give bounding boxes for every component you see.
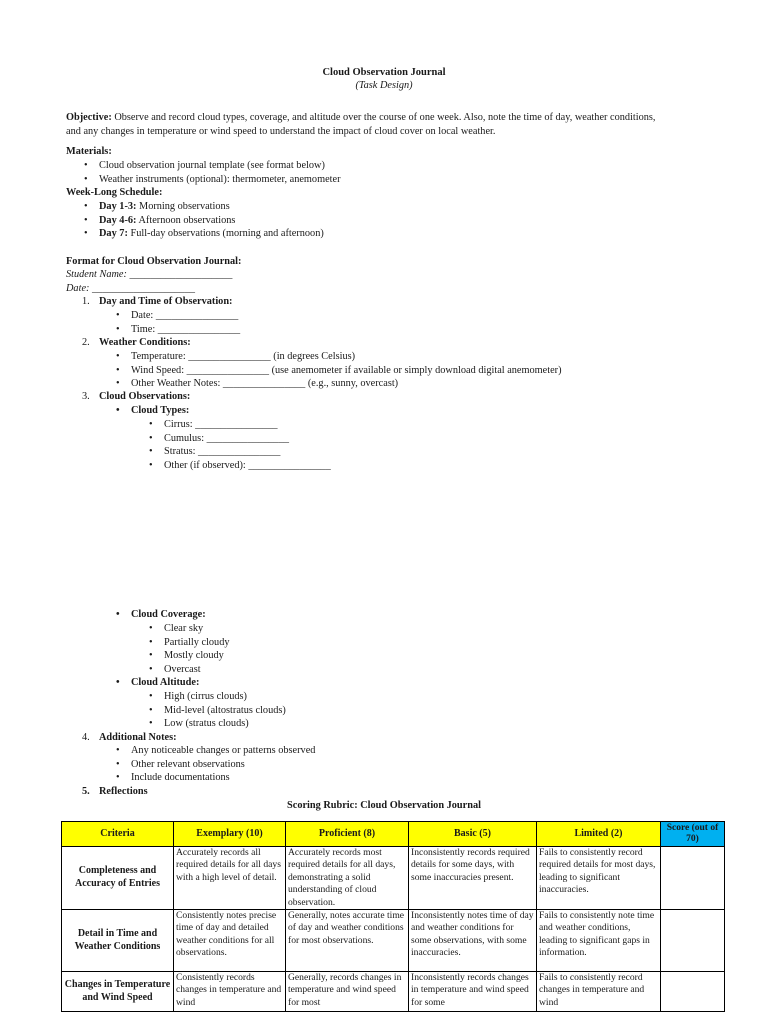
schedule-item-label: Day 1-3: xyxy=(99,201,137,212)
cloud-types-label-text: • Cloud Types: xyxy=(131,404,189,418)
rubric-cell: Inconsistently records changes in temperature and wind speed for some xyxy=(409,972,537,1012)
section-title: Weather Conditions: xyxy=(99,337,191,348)
cloud-altitude-item: • Low (stratus clouds) xyxy=(164,717,249,731)
section-2-item: • Other Weather Notes: ________________ (e.g., sunny, overcast) xyxy=(131,377,398,391)
schedule-item-text: Afternoon observations xyxy=(136,214,236,226)
rubric-title: Scoring Rubric: Cloud Observation Journal xyxy=(287,800,481,811)
rubric-cell: Inconsistently records required details for some days, with some inaccuracies present. xyxy=(409,847,537,910)
cloud-coverage-item: • Clear sky xyxy=(164,622,203,636)
rubric-row xyxy=(62,910,725,972)
objective-line-1: Observe and record cloud types, coverage, and altitude over the course of one week. Also, note the time of day, weather conditions, xyxy=(114,112,656,123)
document-title: Cloud Observation Journal xyxy=(322,67,446,78)
schedule-item xyxy=(99,214,235,228)
cloud-type-item: • Stratus: ________________ xyxy=(164,445,280,459)
cloud-altitude-item: • High (cirrus clouds) xyxy=(164,690,247,704)
rubric-score-cell[interactable] xyxy=(661,847,725,910)
rubric-header-cell: Proficient (8) xyxy=(286,822,409,847)
rubric-score-cell[interactable] xyxy=(661,910,725,972)
cloud-type-item: • Cumulus: ________________ xyxy=(164,432,289,446)
objective-line-2: and any changes in temperature or wind speed to understand the impact of cloud cover on local weather. xyxy=(66,125,496,137)
schedule-item-label: Day 4-6: xyxy=(99,214,137,226)
cloud-type-item: • Cirrus: ________________ xyxy=(164,418,278,432)
section-number: 2. xyxy=(82,337,90,348)
rubric-cell: Generally, notes accurate time of day and weather conditions for most observations. xyxy=(286,910,409,972)
section-number: 4. xyxy=(82,732,90,743)
schedule-item-text: Morning observations xyxy=(136,201,230,212)
section-number: 5. xyxy=(82,786,90,797)
materials-item: • Cloud observation journal template (see format below) xyxy=(99,159,325,173)
objective-paragraph xyxy=(66,111,726,138)
schedule-heading: Week-Long Schedule: xyxy=(66,187,163,198)
section-4-item: • Any noticeable changes or patterns observed xyxy=(131,744,315,758)
rubric-cell: Generally, records changes in temperature and wind speed for most xyxy=(286,972,409,1012)
rubric-header-cell: Limited (2) xyxy=(537,822,661,847)
document-subtitle: (Task Design) xyxy=(355,80,413,91)
schedule-item-label: Day 7: xyxy=(99,228,128,240)
section-1-item: • Date: ________________ xyxy=(131,309,238,323)
section-1-item: • Time: ________________ xyxy=(131,323,240,337)
cloud-coverage-item: • Overcast xyxy=(164,663,201,677)
rubric-row xyxy=(62,972,725,1012)
rubric-cell: Inconsistently notes time of day and weather conditions for some observations, with some inaccuracies. xyxy=(409,910,537,972)
rubric-cell: Accurately records all required details for all days with a high level of detail. xyxy=(174,847,286,910)
cloud-type-item: • Other (if observed): ________________ xyxy=(164,459,331,473)
section-4-heading xyxy=(82,731,177,745)
rubric-cell: Fails to consistently record required details for most days, leading to significant inaccuracies. xyxy=(537,847,661,910)
rubric-criteria-cell: Completeness and Accuracy of Entries xyxy=(62,847,174,910)
section-4-item: • Include documentations xyxy=(131,771,230,785)
section-number: 3. xyxy=(82,391,90,402)
cloud-coverage-label-text: • Cloud Coverage: xyxy=(131,608,206,622)
cloud-altitude-item: • Mid-level (altostratus clouds) xyxy=(164,704,286,718)
rubric-cell: Consistently notes precise time of day and detailed weather conditions for all observations. xyxy=(174,910,286,972)
materials-item: • Weather instruments (optional): thermometer, anemometer xyxy=(99,173,341,187)
format-heading: Format for Cloud Observation Journal: xyxy=(66,256,242,267)
section-5-heading xyxy=(82,785,148,799)
section-title: Additional Notes: xyxy=(99,732,177,743)
section-3-heading xyxy=(82,390,191,404)
section-title: Cloud Observations: xyxy=(99,391,191,402)
rubric-header-row xyxy=(62,822,725,847)
section-2-item: • Wind Speed: ________________ (use anemometer if available or simply download digital anemometer) xyxy=(131,364,562,378)
rubric-criteria-cell: Detail in Time and Weather Conditions xyxy=(62,910,174,972)
rubric-header-cell: Basic (5) xyxy=(409,822,537,847)
schedule-item-text: Full-day observations (morning and afternoon) xyxy=(127,228,324,240)
rubric-cell: Fails to consistently record changes in temperature and wind xyxy=(537,972,661,1012)
rubric-row xyxy=(62,847,725,910)
section-title: Day and Time of Observation: xyxy=(99,296,233,307)
section-title: Reflections xyxy=(99,786,148,797)
date-field: Date: ____________________ xyxy=(66,283,195,294)
rubric-criteria-cell: Changes in Temperature and Wind Speed xyxy=(62,972,174,1012)
rubric-cell: Consistently records changes in temperature and wind xyxy=(174,972,286,1012)
objective-label: Objective: xyxy=(66,112,112,123)
section-1-heading xyxy=(82,295,233,309)
rubric-header-cell: Criteria xyxy=(62,822,174,847)
schedule-item xyxy=(99,227,324,241)
rubric-table xyxy=(61,821,725,1012)
cloud-coverage-item: • Mostly cloudy xyxy=(164,649,224,663)
cloud-coverage-item: • Partially cloudy xyxy=(164,636,230,650)
student-name-field: Student Name: ____________________ xyxy=(66,269,233,280)
section-2-item: • Temperature: ________________ (in degrees Celsius) xyxy=(131,350,355,364)
rubric-score-header: Score (out of 70) xyxy=(661,822,725,847)
cloud-altitude-label-text: • Cloud Altitude: xyxy=(131,676,199,690)
rubric-cell: Fails to consistently note time and weather conditions, leading to significant gaps in information. xyxy=(537,910,661,972)
rubric-cell: Accurately records most required details for all days, demonstrating a solid understanding of cloud observation. xyxy=(286,847,409,910)
section-4-item: • Other relevant observations xyxy=(131,758,245,772)
materials-heading: Materials: xyxy=(66,146,112,157)
section-number: 1. xyxy=(82,296,90,307)
rubric-header-cell: Exemplary (10) xyxy=(174,822,286,847)
schedule-item xyxy=(99,200,230,214)
rubric-score-cell[interactable] xyxy=(661,972,725,1012)
section-2-heading xyxy=(82,336,191,350)
